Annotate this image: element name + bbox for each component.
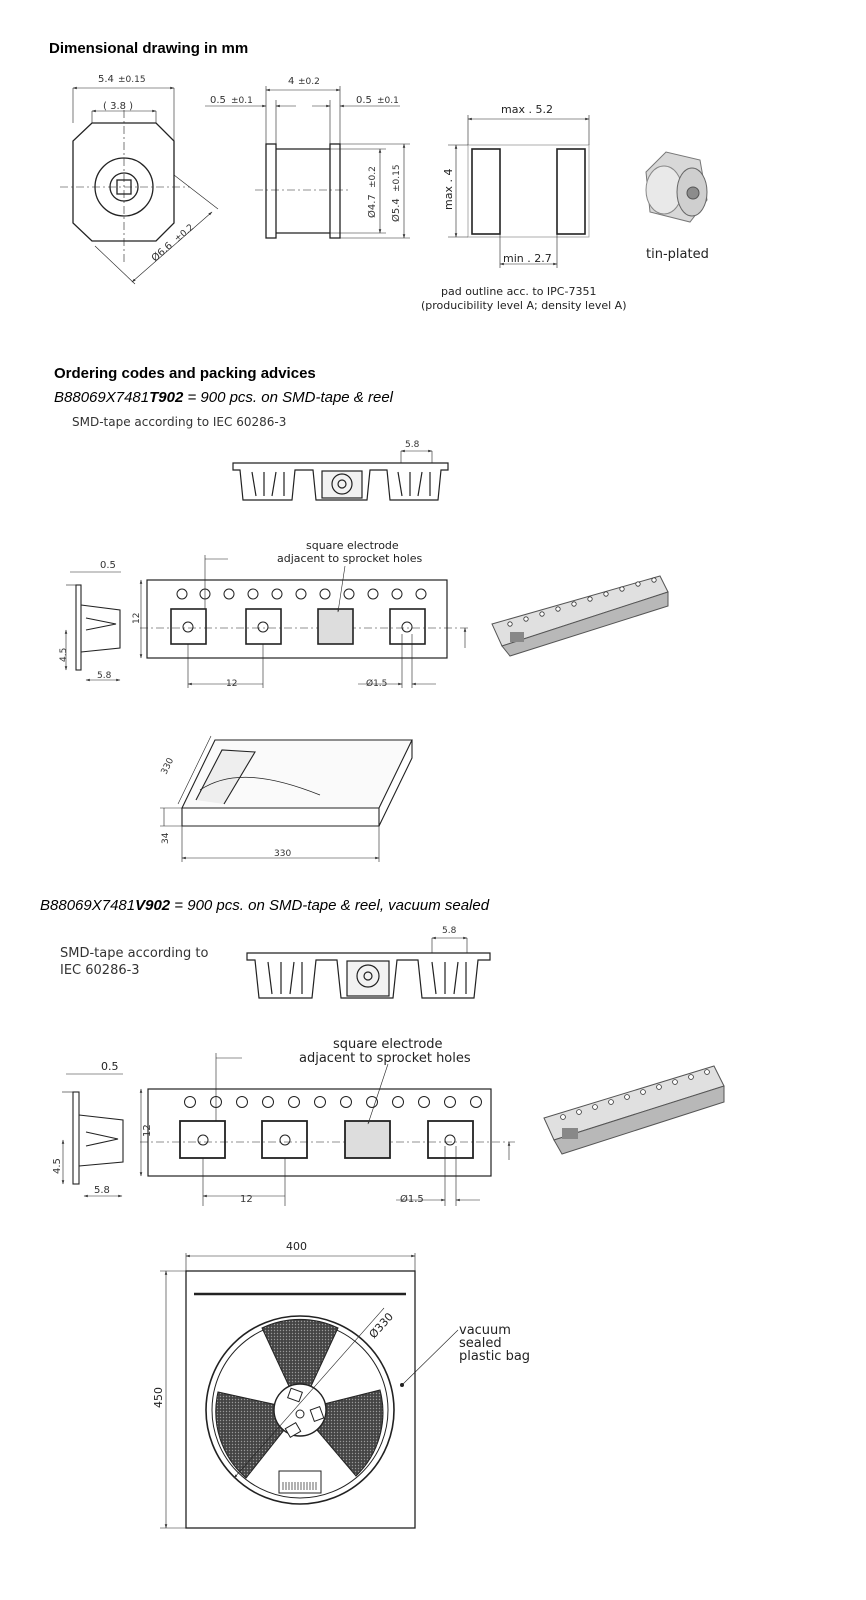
tape1-box-width-label: 330: [274, 849, 292, 859]
tape1-thickness-label: 0.5: [100, 560, 116, 571]
side-body-dia-tol: ±0.2: [368, 166, 378, 188]
front-width-tol: ±0.15: [118, 75, 146, 85]
tin-plated-label: tin-plated: [646, 247, 709, 262]
tape1-profile: [233, 451, 448, 500]
tape2-standard-note: SMD-tape according to IEC 60286-3: [60, 946, 209, 978]
tape2-pitch-label: 12: [240, 1194, 253, 1205]
bag-width-label: 400: [286, 1240, 307, 1253]
front-diag-tol: ±0.2: [173, 222, 197, 245]
tape1-pocket-pitch-label: 5.8: [405, 440, 420, 450]
tape1-electrode-note-line1: square electrode: [306, 539, 399, 552]
tape2-depth-label: 4.5: [52, 1158, 63, 1174]
ordering-code-v902: B88069X7481V902 = 900 pcs. on SMD-tape & reel, vacuum sealed: [40, 897, 490, 914]
pad-note-line1: pad outline acc. to IPC-7351: [441, 285, 597, 298]
tape1-box-depth-label: 330: [159, 756, 177, 777]
bag-note-line2: sealed: [459, 1336, 502, 1351]
tape1-pocket-width-label: 5.8: [97, 671, 112, 681]
reel-dia-label: Ø330: [366, 1310, 397, 1342]
pad-min-gap-label: min . 2.7: [503, 252, 552, 265]
front-diag-label: Ø6.6: [149, 240, 175, 265]
tape2-pocket-pitch-label: 5.8: [442, 926, 457, 936]
tape1-top-view: [140, 555, 470, 688]
tape2-hole-dia-label: Ø1.5: [400, 1194, 424, 1205]
tape2-thickness-label: 0.5: [101, 1060, 119, 1073]
side-length-label: 4: [288, 76, 295, 87]
tape2-width-label: 12: [142, 1124, 153, 1137]
tape1-width-label: 12: [132, 612, 142, 624]
tape1-depth-label: 4.5: [59, 647, 69, 662]
tape1-3d-picture: [492, 576, 668, 656]
tape2-cross-section: [62, 1074, 123, 1196]
tape2-profile: [247, 938, 490, 998]
front-inner-label: ( 3.8 ): [103, 101, 134, 112]
bag-height-label: 450: [152, 1387, 165, 1408]
tape2-top-view: [140, 1053, 515, 1206]
side-cap-dia-tol: ±0.15: [392, 164, 402, 192]
bag-note-line3: plastic bag: [459, 1349, 531, 1364]
side-cap-right-label: 0.5: [356, 95, 372, 106]
tape2-3d-picture: [544, 1066, 724, 1154]
side-body-dia-label: Ø4.7: [367, 194, 378, 218]
pad-max-width-label: max . 5.2: [501, 103, 553, 116]
tape2-electrode-note-line2: adjacent to sprocket holes: [299, 1051, 471, 1066]
dimensional-heading: Dimensional drawing in mm: [49, 40, 249, 57]
tape1-cross-section: [66, 572, 121, 680]
tape1-standard-note: SMD-tape according to IEC 60286-3: [72, 415, 287, 429]
side-length-tol: ±0.2: [298, 77, 320, 87]
front-view: [60, 88, 218, 284]
pad-note-line2: (producibility level A; density level A): [421, 299, 627, 312]
pad-max-height-label: max . 4: [442, 168, 455, 210]
side-cap-right-tol: ±0.1: [377, 96, 399, 106]
tape1-box-height-label: 34: [161, 832, 171, 844]
side-cap-left-label: 0.5: [210, 95, 226, 106]
ordering-code-t902: B88069X7481T902 = 900 pcs. on SMD-tape & reel: [54, 389, 393, 406]
tape1-electrode-note-line2: adjacent to sprocket holes: [277, 552, 423, 565]
front-width-label: 5.4: [98, 74, 114, 85]
tape1-reel-box: [160, 736, 412, 862]
pad-outline: [448, 115, 589, 268]
bag-note-line1: vacuum: [459, 1323, 511, 1338]
vacuum-bag: [160, 1253, 458, 1528]
ordering-heading: Ordering codes and packing advices: [54, 365, 316, 382]
side-cap-left-tol: ±0.1: [231, 96, 253, 106]
tape1-hole-dia-label: Ø1.5: [366, 679, 388, 689]
side-cap-dia-label: Ø5.4: [391, 198, 402, 222]
tape1-pitch-label: 12: [226, 679, 238, 689]
tape2-pocket-width-label: 5.8: [94, 1185, 110, 1196]
side-view: [205, 86, 410, 238]
component-3d-picture: [646, 152, 707, 222]
tape2-electrode-note-line1: square electrode: [333, 1037, 443, 1052]
